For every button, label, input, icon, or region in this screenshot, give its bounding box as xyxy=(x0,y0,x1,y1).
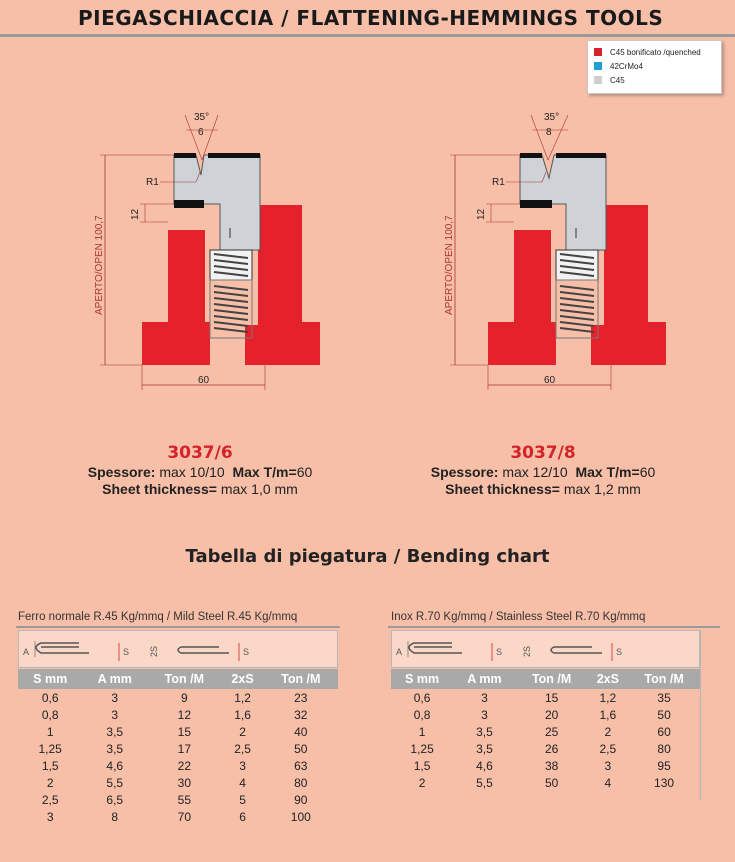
spessore-label: Spessore: xyxy=(87,464,156,480)
table-cell: 30 xyxy=(177,775,191,790)
table-cell: 5,5 xyxy=(106,775,124,790)
open-label: APERTO/OPEN 100,7 xyxy=(444,215,455,315)
table-cell: 0,6 xyxy=(413,690,431,705)
table-cell: 3,5 xyxy=(476,724,493,739)
tool-drawing-3037-6 xyxy=(90,100,330,400)
header xyxy=(0,6,735,32)
table-cell: 5,5 xyxy=(476,775,493,790)
hem-icons xyxy=(392,631,701,669)
radius-label: R1 xyxy=(146,177,159,188)
table-cell: 5 xyxy=(239,792,246,807)
legend-swatch-blue xyxy=(594,62,602,70)
table-body xyxy=(391,689,700,791)
table-row xyxy=(18,723,338,740)
table-header-row xyxy=(391,669,700,689)
icon-a-label: A xyxy=(396,647,403,657)
table-caption: Inox R.70 Kg/mmq / Stainless Steel R.70 Kg/mmq xyxy=(391,611,646,623)
col-header: A mm xyxy=(82,669,147,689)
icon-a-label: A xyxy=(23,647,30,657)
gap-label: 8 xyxy=(546,127,552,138)
legend-item xyxy=(594,45,715,59)
table-cell: 0,8 xyxy=(413,707,431,722)
table-cell: 1,25 xyxy=(38,741,62,756)
table-cell: 3 xyxy=(111,707,119,722)
table-cell: 2,5 xyxy=(599,741,617,756)
table-cell: 12 xyxy=(177,707,191,722)
sheet-line xyxy=(393,481,693,497)
table-cell: 1 xyxy=(418,724,426,739)
table-row xyxy=(18,706,338,723)
tool-drawing-3037-8 xyxy=(440,100,680,400)
table-cell: 2 xyxy=(604,724,612,739)
legend-item xyxy=(594,73,715,87)
black-cap-right xyxy=(556,153,606,158)
icon-s-label: S xyxy=(123,647,130,657)
table-cell: 3 xyxy=(46,809,54,824)
black-strip xyxy=(520,200,552,208)
table-row xyxy=(391,723,700,740)
width-label: 60 xyxy=(544,375,556,386)
table-cell: 80 xyxy=(657,741,671,756)
table-cell: 38 xyxy=(544,758,559,773)
col-header: 2xS xyxy=(588,669,629,689)
table-row xyxy=(391,706,700,723)
table-cell: 1,2 xyxy=(599,690,617,705)
die-base xyxy=(488,322,556,365)
bending-table-stainless xyxy=(391,669,700,791)
table-cell: 2 xyxy=(46,775,54,790)
table-caption: Ferro normale R.45 Kg/mmq / Mild Steel R.45 Kg/mmq xyxy=(18,611,298,623)
table-cell: 1,6 xyxy=(234,707,251,722)
table-cell: 35 xyxy=(657,690,671,705)
black-cap xyxy=(174,153,196,158)
col-header: S mm xyxy=(18,669,82,689)
model-info-3037-6 xyxy=(50,443,350,497)
table-cell: 15 xyxy=(177,724,191,739)
table-cell: 50 xyxy=(294,741,308,756)
icon-s-label: S xyxy=(496,647,503,657)
sheet-value: max 1,2 mm xyxy=(563,481,641,497)
table-cell: 17 xyxy=(177,741,191,756)
angle-label: 35° xyxy=(544,112,560,123)
table-cell: 1,5 xyxy=(413,758,431,773)
model-info-3037-8 xyxy=(393,443,693,497)
table-row xyxy=(391,740,700,757)
table-cell: 6,5 xyxy=(106,792,124,807)
die-base xyxy=(142,322,210,365)
maxt-value: 60 xyxy=(639,464,656,480)
sheet-line xyxy=(50,481,350,497)
table-cell: 9 xyxy=(180,690,188,705)
width-label: 60 xyxy=(198,375,210,386)
table-cell: 4 xyxy=(239,775,246,790)
table-cell: 3,5 xyxy=(476,741,493,756)
table-cell: 23 xyxy=(294,690,308,705)
maxt-label: Max T/m= xyxy=(575,464,640,480)
table-divider xyxy=(16,626,340,628)
black-cap-right xyxy=(208,153,260,158)
table-cell: 26 xyxy=(544,741,559,756)
table-row xyxy=(18,757,338,774)
legend-label: C45 xyxy=(610,75,625,85)
dim-12-label: 12 xyxy=(130,208,141,220)
spessore-value: max 10/10 xyxy=(159,464,225,480)
black-strip xyxy=(174,200,204,208)
table-cell: 15 xyxy=(544,690,559,705)
table-cell: 4,6 xyxy=(476,758,493,773)
table-row xyxy=(391,757,700,774)
table-cell: 3 xyxy=(239,758,246,773)
table-cell: 70 xyxy=(177,809,191,824)
table-cell: 25 xyxy=(544,724,559,739)
sheet-label: Sheet thickness= xyxy=(102,481,217,497)
table-cell: 0,6 xyxy=(41,690,59,705)
col-header: Ton /M xyxy=(264,669,338,689)
table-cell: 22 xyxy=(177,758,191,773)
page-title: PIEGASCHIACCIA / FLATTENING-HEMMINGS TOOLS xyxy=(78,6,664,30)
icon-2s-label: 2S xyxy=(522,645,532,657)
open-label: APERTO/OPEN 100,7 xyxy=(94,215,105,315)
table-cell: 2,5 xyxy=(234,741,251,756)
dim-12-label: 12 xyxy=(476,208,487,220)
table-cell: 63 xyxy=(294,758,308,773)
hem-open-icon xyxy=(409,643,462,653)
table-cell: 4,6 xyxy=(106,758,124,773)
table-row xyxy=(18,689,338,706)
col-header: Ton /M xyxy=(628,669,700,689)
sheet-label: Sheet thickness= xyxy=(445,481,560,497)
table-cell: 1,25 xyxy=(410,741,434,756)
chart-title: Tabella di piegatura / Bending chart xyxy=(185,546,550,567)
table-cell: 4 xyxy=(604,775,612,790)
col-header: S mm xyxy=(391,669,453,689)
table-cell: 2,5 xyxy=(41,792,59,807)
maxt-value: 60 xyxy=(296,464,313,480)
material-legend xyxy=(587,40,722,94)
table-cell: 32 xyxy=(294,707,308,722)
table-row xyxy=(18,808,338,825)
hem-closed-icon xyxy=(178,647,229,653)
table-cell: 100 xyxy=(290,809,311,824)
col-header: Ton /M xyxy=(516,669,588,689)
black-cap xyxy=(520,153,542,158)
col-header: 2xS xyxy=(222,669,264,689)
table-cell: 0,8 xyxy=(41,707,59,722)
table-border-right xyxy=(700,630,701,800)
table-cell: 3 xyxy=(111,690,119,705)
maxt-label: Max T/m= xyxy=(232,464,297,480)
col-header: Ton /M xyxy=(147,669,221,689)
table-cell: 6 xyxy=(239,809,246,824)
table-row xyxy=(18,774,338,791)
table-cell: 3 xyxy=(481,707,488,722)
table-header-row xyxy=(18,669,338,689)
table-cell: 2 xyxy=(239,724,246,739)
table-cell: 130 xyxy=(654,775,675,790)
hem-diagram-box xyxy=(18,630,338,668)
model-code: 3037/8 xyxy=(510,443,576,463)
table-cell: 1 xyxy=(46,724,54,739)
table-cell: 90 xyxy=(294,792,308,807)
table-cell: 80 xyxy=(294,775,308,790)
table-cell: 3,5 xyxy=(106,741,124,756)
table-cell: 3 xyxy=(604,758,612,773)
table-cell: 1,6 xyxy=(599,707,617,722)
gap-label: 6 xyxy=(198,127,204,138)
table-cell: 50 xyxy=(657,707,671,722)
table-cell: 1,5 xyxy=(41,758,59,773)
legend-item xyxy=(594,59,715,73)
icon-s2-label: S xyxy=(243,647,250,657)
hem-closed-icon xyxy=(551,647,602,653)
table-cell: 3 xyxy=(481,690,488,705)
table-row xyxy=(391,774,700,791)
hem-diagram-box xyxy=(391,630,700,668)
table-cell: 20 xyxy=(544,707,559,722)
hem-icons xyxy=(19,631,339,669)
table-cell: 3,5 xyxy=(106,724,124,739)
table-cell: 40 xyxy=(294,724,308,739)
bending-table-mild-steel xyxy=(18,669,338,825)
spessore-label: Spessore: xyxy=(430,464,499,480)
table-cell: 55 xyxy=(177,792,191,807)
radius-label: R1 xyxy=(492,177,505,188)
title-underline xyxy=(0,34,735,37)
table-row xyxy=(18,740,338,757)
table-body xyxy=(18,689,338,825)
col-header: A mm xyxy=(453,669,516,689)
table-row xyxy=(391,689,700,706)
spessore-line xyxy=(393,464,693,480)
legend-swatch-grey xyxy=(594,76,602,84)
table-divider xyxy=(388,626,720,628)
legend-label: C45 bonificato /quenched xyxy=(610,47,701,57)
table-cell: 95 xyxy=(657,758,671,773)
spessore-value: max 12/10 xyxy=(502,464,568,480)
table-cell: 8 xyxy=(111,809,119,824)
table-cell: 60 xyxy=(657,724,671,739)
icon-s2-label: S xyxy=(616,647,623,657)
table-cell: 1,2 xyxy=(234,690,251,705)
icon-2s-label: 2S xyxy=(149,645,159,657)
hem-open-icon xyxy=(36,643,89,653)
legend-swatch-red xyxy=(594,48,602,56)
legend-label: 42CrMo4 xyxy=(610,61,643,71)
table-cell: 2 xyxy=(418,775,426,790)
table-row xyxy=(18,791,338,808)
sheet-value: max 1,0 mm xyxy=(220,481,298,497)
angle-label: 35° xyxy=(194,112,210,123)
model-code: 3037/6 xyxy=(167,443,233,463)
spessore-line xyxy=(50,464,350,480)
table-cell: 50 xyxy=(544,775,559,790)
